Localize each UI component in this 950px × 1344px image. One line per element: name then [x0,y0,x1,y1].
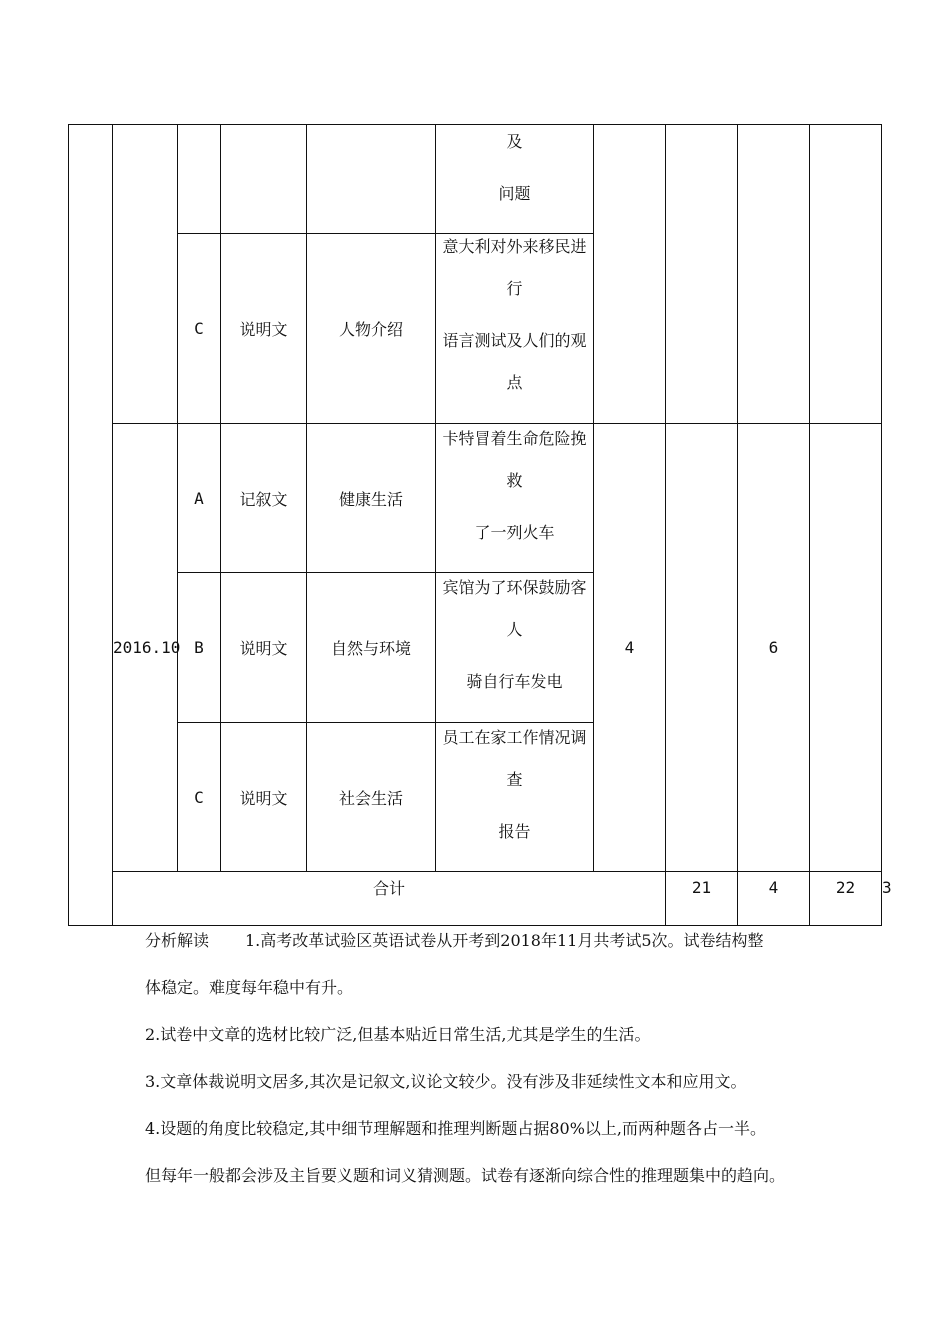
theme-cell: 自然与环境 [307,573,436,723]
blank-cell [307,125,436,234]
genre-cell: 说明文 [221,234,307,424]
blank-cell [178,125,221,234]
blank-cell [113,125,178,424]
exam-analysis-table [68,124,892,926]
genre-cell: 记叙文 [221,424,307,573]
blank-cell [594,125,666,424]
blank-cell [810,125,882,424]
count-cell: 4 [594,424,666,872]
analysis-paragraph-3: 3.文章体裁说明文居多,其次是记叙文,议论文较少。没有涉及非延续性文本和应用文。 [145,1072,747,1091]
genre-cell: 说明文 [221,573,307,723]
topic-cell: 及 问题 [436,125,594,234]
passage-cell: C [178,234,221,424]
genre-cell: 说明文 [221,723,307,872]
analysis-paragraph-1-cont: 体稳定。难度每年稳中有升。 [145,978,354,997]
blank-cell [666,125,738,424]
blank-cell [221,125,307,234]
analysis-section [145,925,845,1207]
blank-cell [810,424,882,872]
blank-cell [69,125,113,926]
topic-cell: 宾馆为了环保鼓励客 人 骑自行车发电 [436,573,594,723]
passage-cell: A [178,424,221,573]
passage-cell: B [178,573,221,723]
passage-cell: C [178,723,221,872]
count-cell: 6 [738,424,810,872]
total-label-cell: 合计 [113,872,666,926]
table-row [69,424,882,573]
theme-cell: 健康生活 [307,424,436,573]
theme-cell: 社会生活 [307,723,436,872]
total-row: 合计 21 4 22 3 [69,872,882,926]
total-value-cell: 21 [666,872,738,926]
topic-cell: 员工在家工作情况调 查 报告 [436,723,594,872]
table-row [69,125,882,234]
date-cell: 2016.10 [113,424,178,872]
analysis-paragraph-2: 2.试卷中文章的选材比较广泛,但基本贴近日常生活,尤其是学生的生活。 [145,1025,651,1044]
analysis-heading: 分析解读 [145,931,210,950]
blank-cell [738,125,810,424]
analysis-paragraph-4-cont: 但每年一般都会涉及主旨要义题和词义猜测题。试卷有逐渐向综合性的推理题集中的趋向。 [145,1166,786,1185]
theme-cell: 人物介绍 [307,234,436,424]
analysis-paragraph-4: 4.设题的角度比较稳定,其中细节理解题和推理判断题占据80%以上,而两种题各占一半。 [145,1119,767,1138]
total-value-cell: 4 [738,872,810,926]
topic-cell: 卡特冒着生命危险挽 救 了一列火车 [436,424,594,573]
topic-cell: 意大利对外来移民进 行 语言测试及人们的观 点 [436,234,594,424]
analysis-paragraph-1: 分析解读 1.高考改革试验区英语试卷从开考到2018年11月共考试5次。试卷结构整 [145,925,845,972]
blank-cell [666,424,738,872]
total-value-cell: 22 [810,872,882,926]
